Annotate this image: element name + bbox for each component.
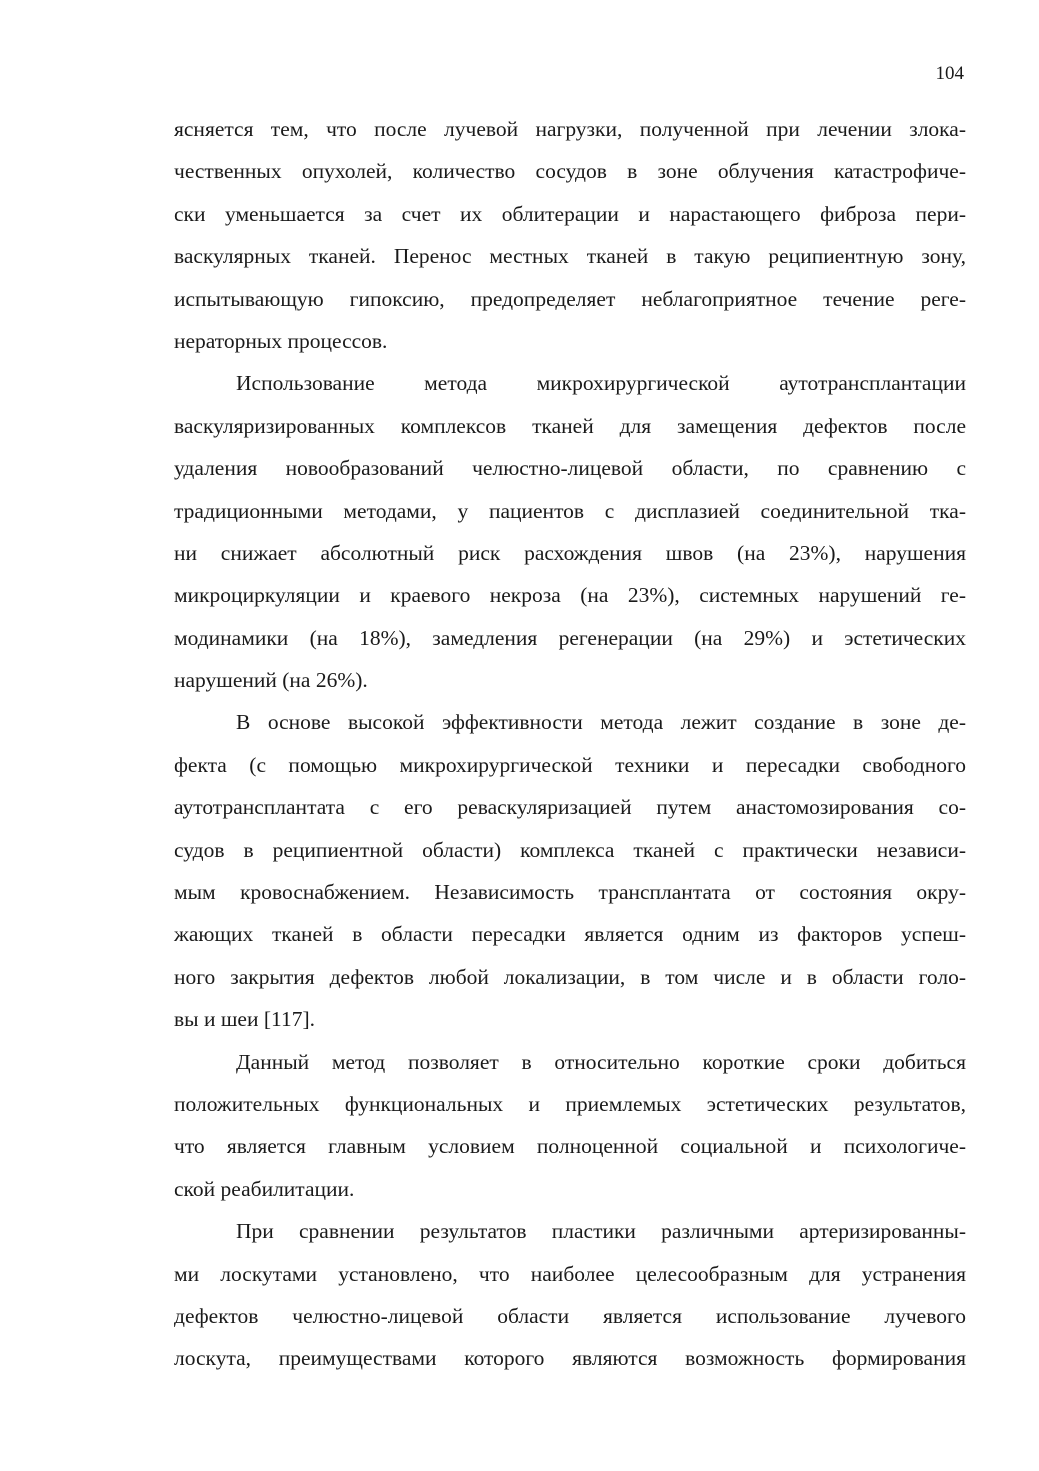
text-line: При сравнении результатов пластики различными артеризированны- (236, 1219, 966, 1244)
text-line: васкулярных тканей. Перенос местных тканей в такую реципиентную зону, (174, 244, 966, 269)
paragraph-4 (174, 1041, 966, 1211)
paragraph-1 (174, 108, 966, 362)
text-line: аутотрансплантата с его реваскуляризацией путем анастомозирования со- (174, 795, 966, 820)
text-line: модинамики (на 18%), замедления регенерации (на 29%) и эстетических (174, 625, 966, 650)
text-line: нарушений (на 26%). (174, 668, 368, 693)
text-line: лоскута, преимуществами которого являются возможность формирования (174, 1346, 966, 1371)
text-line: ясняется тем, что после лучевой нагрузки, полученной при лечении злока- (174, 117, 966, 141)
text-line: нераторных процессов. (174, 328, 388, 353)
text-line: микроциркуляции и краевого некроза (на 23%), системных нарушений ге- (174, 583, 966, 608)
text-line: ни снижает абсолютный риск расхождения швов (на 23%), нарушения (174, 540, 966, 565)
text-line: жающих тканей в области пересадки является одним из факторов успеш- (174, 922, 966, 947)
text-line: ного закрытия дефектов любой локализации, в том числе и в области голо- (174, 964, 966, 989)
paragraph-5 (174, 1210, 966, 1380)
text-line: ски уменьшается за счет их облитерации и нарастающего фиброза пери- (174, 201, 966, 226)
text-line: Использование метода микрохирургической аутотрансплантации (236, 371, 966, 396)
text-line: вы и шеи [117]. (174, 1007, 315, 1032)
text-line: чественных опухолей, количество сосудов в зоне облучения катастрофиче- (174, 159, 966, 184)
text-line: В основе высокой эффективности метода лежит создание в зоне де- (236, 710, 966, 735)
text-line: положительных функциональных и приемлемых эстетических результатов, (174, 1091, 966, 1116)
body-text (174, 108, 966, 1380)
text-line: васкуляризированных комплексов тканей для замещения дефектов после (174, 413, 966, 438)
text-line: ской реабилитации. (174, 1176, 355, 1201)
text-line: что является главным условием полноценной социальной и психологиче- (174, 1134, 966, 1159)
paragraph-2 (174, 362, 966, 701)
page-number: 104 (935, 63, 964, 84)
text-line: Данный метод позволяет в относительно короткие сроки добиться (236, 1049, 966, 1074)
text-line: дефектов челюстно-лицевой области является использование лучевого (174, 1303, 966, 1328)
text-line: мым кровоснабжением. Независимость трансплантата от состояния окру- (174, 880, 966, 905)
text-line: ми лоскутами установлено, что наиболее целесообразным для устранения (174, 1261, 966, 1286)
text-line: фекта (с помощью микрохирургической техники и пересадки свободного (174, 752, 966, 777)
text-line: удаления новообразований челюстно-лицевой области, по сравнению с (174, 456, 966, 481)
text-line: испытывающую гипоксию, предопределяет неблагоприятное течение реге- (174, 286, 966, 311)
text-line: судов в реципиентной области) комплекса тканей с практически независи- (174, 837, 966, 862)
text-line: традиционными методами, у пациентов с дисплазией соединительной тка- (174, 498, 966, 523)
paragraph-3 (174, 701, 966, 1040)
